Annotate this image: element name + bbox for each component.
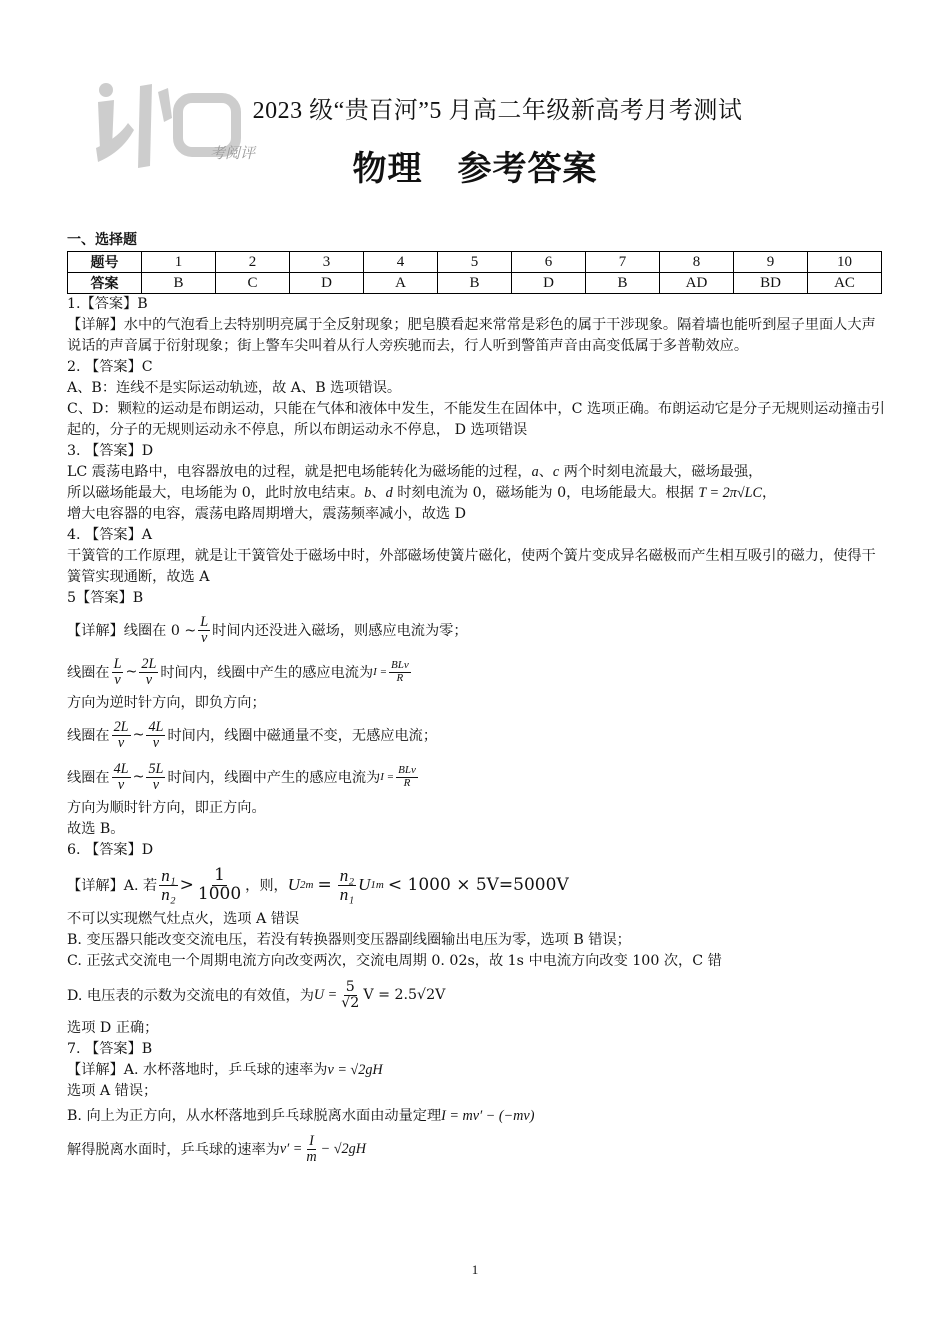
text: 时间内还没进入磁场，则感应电流为零； <box>212 623 468 639</box>
q1-detail: 【详解】水中的气泡看上去特别明亮属于全反射现象；肥皂膜看起来常常是彩色的属于干涉现象。隔着墙也能听到屋子里面人大声说话的声音属于衍射现象；街上警车尖叫着从行人旁疾驰而去，行人听到警笛声音由高变低属于多普勒效应。 <box>67 317 876 354</box>
table-cell: 9 <box>734 252 808 273</box>
page-subtitle: 物理 参考答案 <box>352 149 598 189</box>
q6-line <box>67 972 885 1018</box>
text: ~ <box>125 664 138 680</box>
numerator: 2L <box>141 655 157 672</box>
fraction <box>389 660 411 684</box>
q6-line: 选项 D 正确； <box>67 1020 159 1036</box>
math: U <box>358 875 371 894</box>
q6-line: B. 变压器只能改变交流电压，若没有转换器则变压器副线圈输出电压为零，选项 B 错误； <box>67 932 631 948</box>
numerator: 5L <box>148 760 164 777</box>
table-cell: C <box>216 273 290 294</box>
table-cell: 4 <box>364 252 438 273</box>
text: 线圈在 <box>67 665 110 681</box>
q7-line <box>67 1106 885 1127</box>
numerator: L <box>200 613 209 630</box>
q6-line <box>67 861 885 909</box>
table-cell: 10 <box>808 252 882 273</box>
text: 线圈在 <box>67 770 110 786</box>
denominator: v <box>145 671 152 688</box>
numerator: L <box>113 655 122 672</box>
fraction <box>146 762 165 793</box>
fraction <box>159 867 177 904</box>
denominator: n₁ <box>339 884 355 904</box>
fraction <box>139 657 158 688</box>
page-title: 2023 级“贵百河”5 月高二年级新高考月考测试 <box>252 98 743 124</box>
q4-detail: 干簧管的工作原理，就是让干簧管处于磁场中时，外部磁场使簧片磁化，使两个簧片变成异名磁极而产生相互吸引的磁力，使得干簧管实现通断，故选 A <box>67 548 876 585</box>
fraction <box>339 980 361 1011</box>
numerator: n₁ <box>161 865 176 885</box>
text: = <box>317 875 332 895</box>
numerator: 5 <box>345 978 355 995</box>
text: 时间内，线圈中产生的感应电流为 <box>160 665 374 681</box>
table-cell: B <box>438 273 512 294</box>
text: B. 向上为正方向，从水杯落地到乒乓球脱离水面由动量定理 <box>67 1108 442 1124</box>
denominator: v <box>117 734 125 751</box>
math: U <box>287 875 301 894</box>
math: a <box>531 464 539 480</box>
text: 线圈在 <box>67 728 110 744</box>
q5-line <box>67 756 885 798</box>
text: 【详解】A. 水杯落地时，乒乓球的速率为 <box>67 1062 328 1078</box>
q2-line: C、D：颗粒的运动是布朗运动，只能在气体和液体中发生，不能发生在固体中，C 选项正确。布朗运动它是分子无规则运动撞击引起的，分子的无规则运动永不停息，所以布朗运动永不停息， D 选项错误 <box>67 401 885 438</box>
table-cell: 1 <box>142 252 216 273</box>
denominator: R <box>403 776 411 789</box>
denominator: R <box>396 671 404 684</box>
text: ，则， <box>245 878 288 894</box>
q3-line <box>67 483 885 504</box>
numerator: 2L <box>113 718 129 735</box>
q1-answer: 1.【答案】B <box>67 296 148 312</box>
fraction <box>112 720 131 751</box>
numerator: 4L <box>113 760 129 777</box>
formula: T = 2π√LC <box>698 485 762 501</box>
numerator: 1 <box>214 864 225 885</box>
table-cell: 3 <box>290 252 364 273</box>
q5-line: 方向为逆时针方向，即负方向； <box>67 695 266 711</box>
fraction <box>112 762 131 793</box>
page-header <box>0 90 950 190</box>
denominator: v <box>114 671 121 688</box>
table-cell: 题号 <box>68 252 142 273</box>
formula: I = <box>380 771 395 783</box>
formula: I = <box>373 666 388 678</box>
formula: U = <box>313 986 338 1003</box>
table-cell: D <box>512 273 586 294</box>
numerator: n₂ <box>339 865 355 885</box>
table-cell: AD <box>660 273 734 294</box>
q7-line <box>67 1127 885 1171</box>
q3-line: 增大电容器的电容，震荡电路周期增大，震荡频率减小，故选 D <box>67 506 466 522</box>
q6-line: 不可以实现燃气灶点火，选项 A 错误 <box>67 911 300 927</box>
denominator: v <box>117 776 125 793</box>
table-row <box>68 252 882 273</box>
math: 1m <box>370 879 384 891</box>
text: > <box>179 875 194 895</box>
fraction <box>198 615 210 646</box>
formula: − √2gH <box>320 1140 366 1157</box>
q2-line: A、B：连线不是实际运动轨迹，故 A、B 选项错误。 <box>67 380 402 396</box>
table-cell: 7 <box>586 252 660 273</box>
section-title: 一、选择题 <box>67 232 137 248</box>
answer-content <box>67 230 885 1171</box>
q6-answer: 6. 【答案】D <box>67 842 154 858</box>
q3-answer: 3. 【答案】D <box>67 443 154 459</box>
q5-line: 故选 B。 <box>67 821 125 837</box>
text: 时刻电流为 0，磁场能为 0，电场能最大。根据 <box>392 485 699 501</box>
q5-line <box>67 651 885 693</box>
answer-table <box>67 251 882 294</box>
q5-line <box>67 714 885 756</box>
numerator: 4L <box>148 718 164 735</box>
math: 2m <box>300 879 314 891</box>
denominator: v <box>152 776 160 793</box>
table-cell: BD <box>734 273 808 294</box>
logo-text: 考阅评 <box>210 144 256 162</box>
q4-answer: 4. 【答案】A <box>67 527 153 543</box>
text: 、 <box>538 464 553 480</box>
text: ， <box>762 485 777 501</box>
page-number: 1 <box>471 1262 479 1277</box>
text: 时间内，线圈中产生的感应电流为 <box>167 770 381 786</box>
q7-line: 选项 A 错误； <box>67 1083 158 1099</box>
text: D. 电压表的示数为交流电的有效值，为 <box>67 988 314 1004</box>
q7-answer: 7. 【答案】B <box>67 1041 153 1057</box>
table-cell: 2 <box>216 252 290 273</box>
numerator: BLv <box>398 763 416 776</box>
table-cell: B <box>586 273 660 294</box>
formula: V = 2.5√2V <box>363 987 446 1003</box>
table-row <box>68 273 882 294</box>
fraction <box>338 867 356 904</box>
math: b <box>364 485 372 501</box>
q5-line: 方向为顺时针方向，即正方向。 <box>67 800 266 816</box>
q6-line: C. 正弦式交流电一个周期电流方向改变两次，交流电周期 0. 02s，故 1s 中电流方向改变 100 次，C 错 <box>67 953 722 969</box>
fraction <box>146 720 165 751</box>
denominator: 1000 <box>197 883 242 904</box>
denominator: √2 <box>341 994 360 1011</box>
table-cell: 答案 <box>68 273 142 294</box>
table-cell: 5 <box>438 252 512 273</box>
table-cell: AC <box>808 273 882 294</box>
q2-answer: 2. 【答案】C <box>67 359 153 375</box>
text: ~ <box>132 769 145 785</box>
fraction <box>396 765 418 789</box>
formula: I = mv′ − (−mv) <box>441 1108 535 1124</box>
text: 解得脱离水面时，乒乓球的速率为 <box>67 1142 280 1158</box>
fraction <box>304 1134 318 1165</box>
formula: v = √2gH <box>327 1062 383 1078</box>
math: c <box>552 464 560 480</box>
fraction <box>112 657 124 688</box>
denominator: v <box>201 629 208 646</box>
table-cell: B <box>142 273 216 294</box>
table-cell: A <box>364 273 438 294</box>
denominator: m <box>306 1148 317 1165</box>
text: 所以磁场能最大，电场能为 0，此时放电结束。 <box>67 485 365 501</box>
q5-line <box>67 609 885 651</box>
formula: < 1000 × 5V=5000V <box>387 875 569 895</box>
fraction <box>196 864 243 904</box>
q7-line <box>67 1060 885 1081</box>
q5-answer: 5【答案】B <box>67 590 144 606</box>
math: d <box>385 485 393 501</box>
table-cell: 8 <box>660 252 734 273</box>
text: LC 震荡电路中，电容器放电的过程，就是把电场能转化为磁场能的过程， <box>67 464 532 480</box>
text: 两个时刻电流最大，磁场最强， <box>559 464 763 480</box>
q3-line <box>67 462 885 483</box>
text: 【详解】A. 若 <box>67 878 158 894</box>
numerator: I <box>309 1132 314 1149</box>
denominator: n₂ <box>161 884 176 904</box>
table-cell: D <box>290 273 364 294</box>
table-cell: 6 <box>512 252 586 273</box>
text: 、 <box>371 485 386 501</box>
denominator: v <box>152 734 160 751</box>
text: ~ <box>132 727 145 743</box>
text: 【详解】线圈在 0 ~ <box>67 623 197 639</box>
text: 时间内，线圈中磁通量不变，无感应电流； <box>167 728 438 744</box>
numerator: BLv <box>391 658 409 671</box>
formula: v′ = <box>279 1140 303 1157</box>
